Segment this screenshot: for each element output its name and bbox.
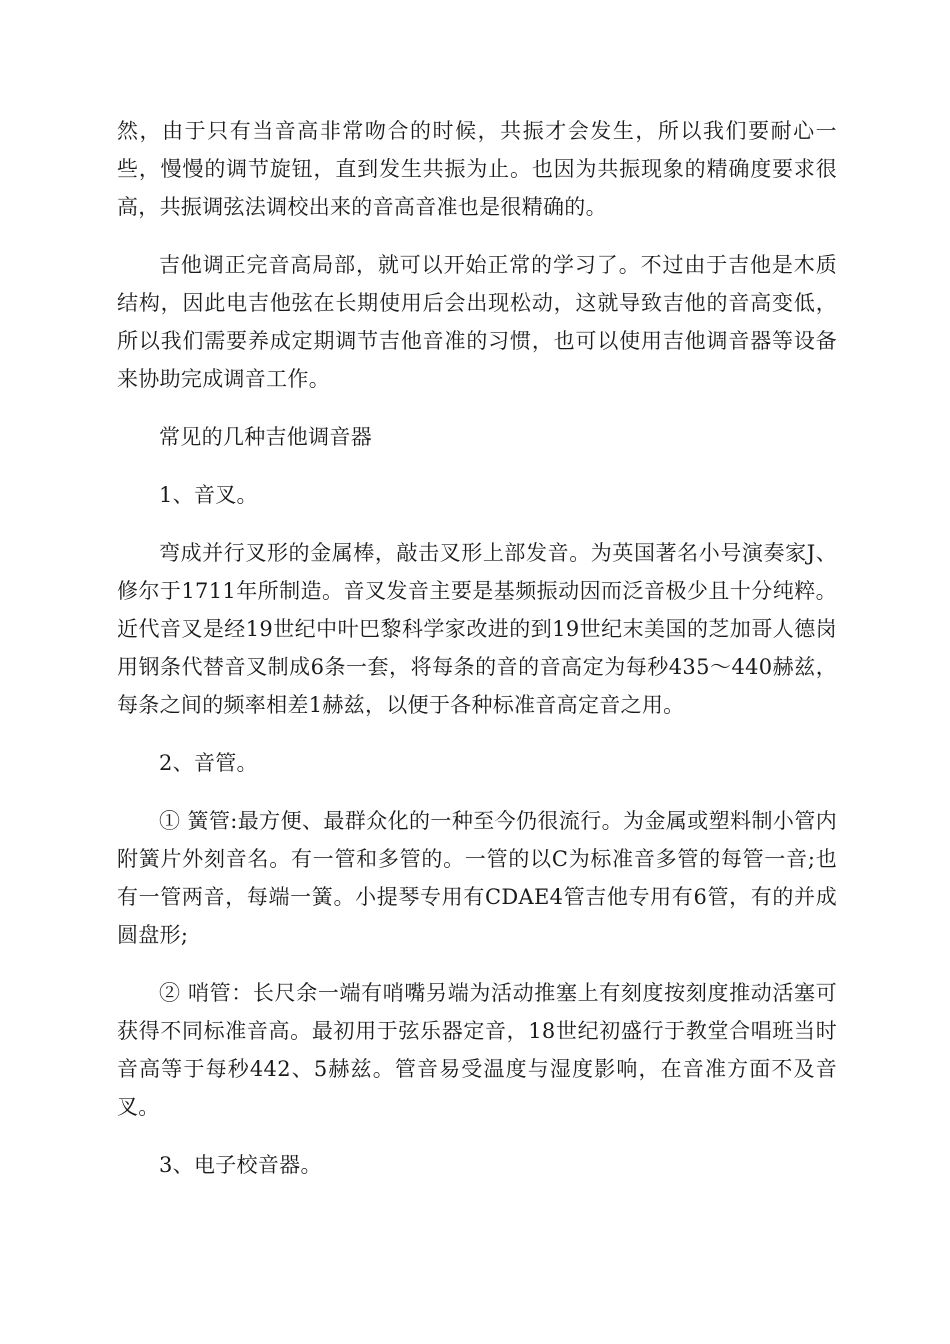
paragraph-resonance-continued: 然，由于只有当音高非常吻合的时候，共振才会发生，所以我们要耐心一些，慢慢的调节旋钮，直到发生共振为止。也因为共振现象的精确度要求很高，共振调弦法调校出来的音高音准也是很精确的。 (117, 119, 837, 219)
paragraph-whistle-pipe: ② 哨管：长尺余一端有哨嘴另端为活动推塞上有刻度按刻度推动活塞可获得不同标准音高。最初用于弦乐器定音，18世纪初盛行于教堂合唱班当时音高等于每秒442、5赫兹。管音易受温度与湿度影响，在音准方面不及音叉。 (117, 981, 837, 1119)
subheading-tuning-fork: 1、音叉。 (159, 483, 258, 507)
paragraph-tuning-habit: 吉他调正完音高局部，就可以开始正常的学习了。不过由于吉他是木质结构，因此电吉他弦在长期使用后会出现松动，这就导致吉他的音高变低，所以我们需要养成定期调节吉他音准的习惯，也可以使用吉他调音器等设备来协助完成调音工作。 (117, 253, 837, 391)
document-body (117, 112, 837, 1204)
paragraph-reed-pipe: ① 簧管:最方便、最群众化的一种至今仍很流行。为金属或塑料制小管内附簧片外刻音名。有一管和多管的。一管的以C为标准音多管的每管一音;也有一管两音，每端一簧。小提琴专用有CDAE4管吉他专用有6管，有的并成圆盘形; (117, 809, 837, 947)
subheading-electronic-tuner: 3、电子校音器。 (159, 1153, 322, 1177)
subheading-pitch-pipe: 2、音管。 (159, 751, 258, 775)
paragraph-tuning-fork: 弯成并行叉形的金属棒，敲击叉形上部发音。为英国著名小号演奏家J、修尔于1711年所制造。音叉发音主要是基频振动因而泛音极少且十分纯粹。近代音叉是经19世纪中叶巴黎科学家改进的到19世纪末美国的芝加哥人德岗用钢条代替音叉制成6条一套，将每条的音的音高定为每秒435～440赫兹，每条之间的频率相差1赫兹，以便于各种标准音高定音之用。 (117, 541, 837, 717)
section-heading-common-tuners: 常见的几种吉他调音器 (159, 425, 372, 449)
